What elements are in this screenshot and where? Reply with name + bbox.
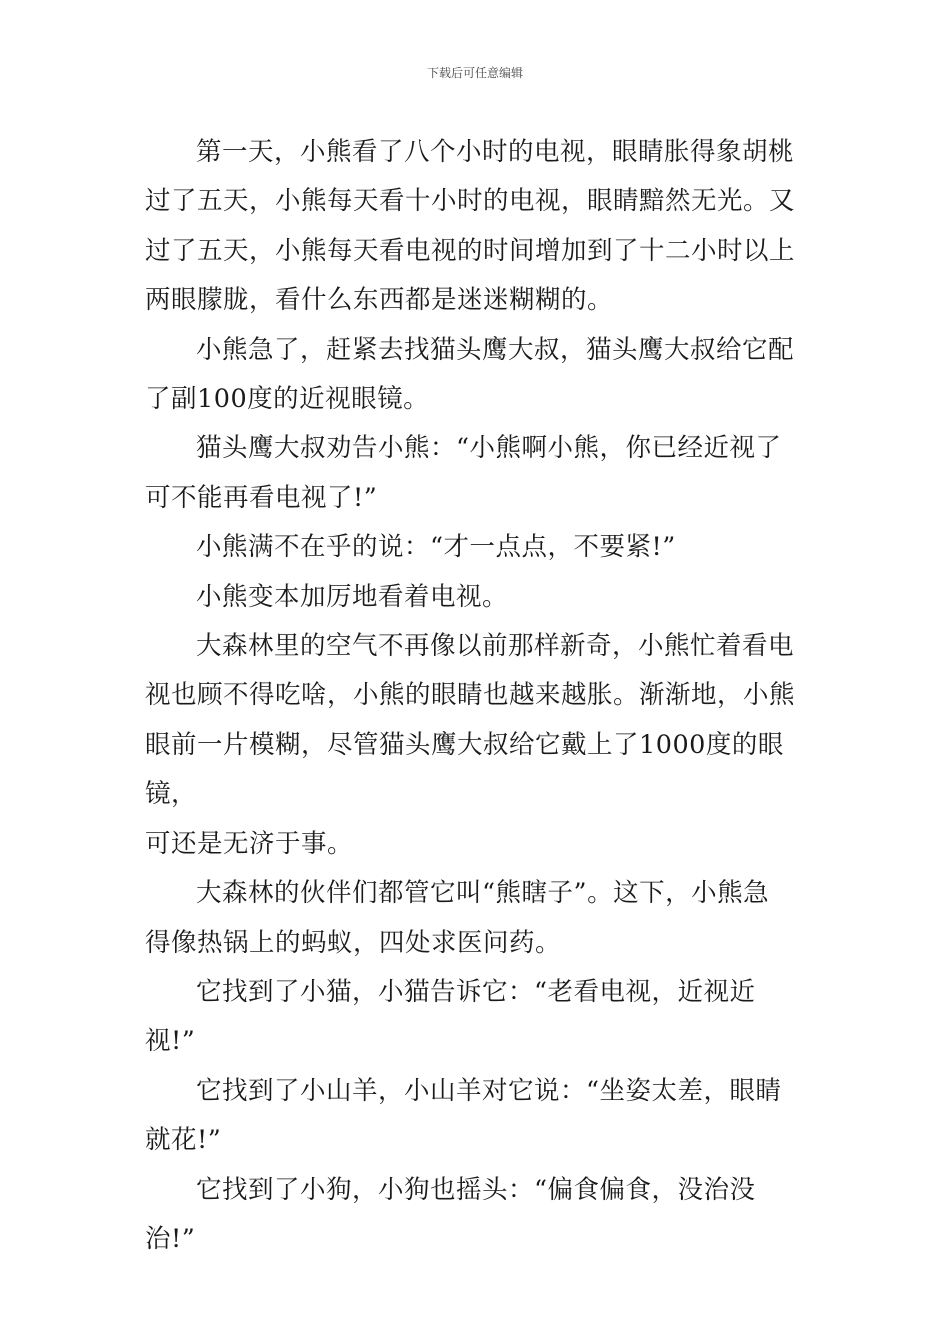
paragraph: 它找到了小山羊，小山羊对它说：“坐姿太差，眼睛 就花!” [145,1075,782,1156]
paragraph: 小熊急了，赶紧去找猫头鹰大叔，猫头鹰大叔给它配 了副100度的近视眼镜。 [145,334,795,415]
paragraph: 猫头鹰大叔劝告小熊：“小熊啊小熊，你已经近视了 可不能再看电视了!” [145,433,782,513]
paragraph: 小熊变本加厉地看着电视。 [196,581,509,612]
document-body [145,128,825,1264]
paragraph: 大森林的伙伴们都管它叫“熊瞎子”。这下，小熊急 得像热锅上的蚂蚁，四处求医问药。 [145,878,770,958]
paragraph: 它找到了小猫，小猫告诉它：“老看电视，近视近 视!” [145,976,756,1057]
paragraph: 小熊满不在乎的说：“才一点点，不要紧!” [196,532,676,563]
paragraph: 它找到了小狗，小狗也摇头：“偏食偏食，没治没 治!” [145,1174,756,1254]
paragraph: 大森林里的空气不再像以前那样新奇，小熊忙着看电 视也顾不得吃啥，小熊的眼睛也越来越胀。渐渐地，小熊 眼前一片模糊，尽管猫头鹰大叔给它戴上了1000度的眼镜， 可还是无济于事。 [145,631,796,859]
paragraph: 第一天，小熊看了八个小时的电视，眼睛胀得象胡桃 过了五天，小熊每天看十小时的电视，眼睛黯然无光。又 过了五天，小熊每天看电视的时间增加到了十二小时以上 两眼朦胧，看什么东西都是迷迷糊糊的。 [145,137,796,316]
page-header: 下载后可任意编辑 [426,66,523,80]
